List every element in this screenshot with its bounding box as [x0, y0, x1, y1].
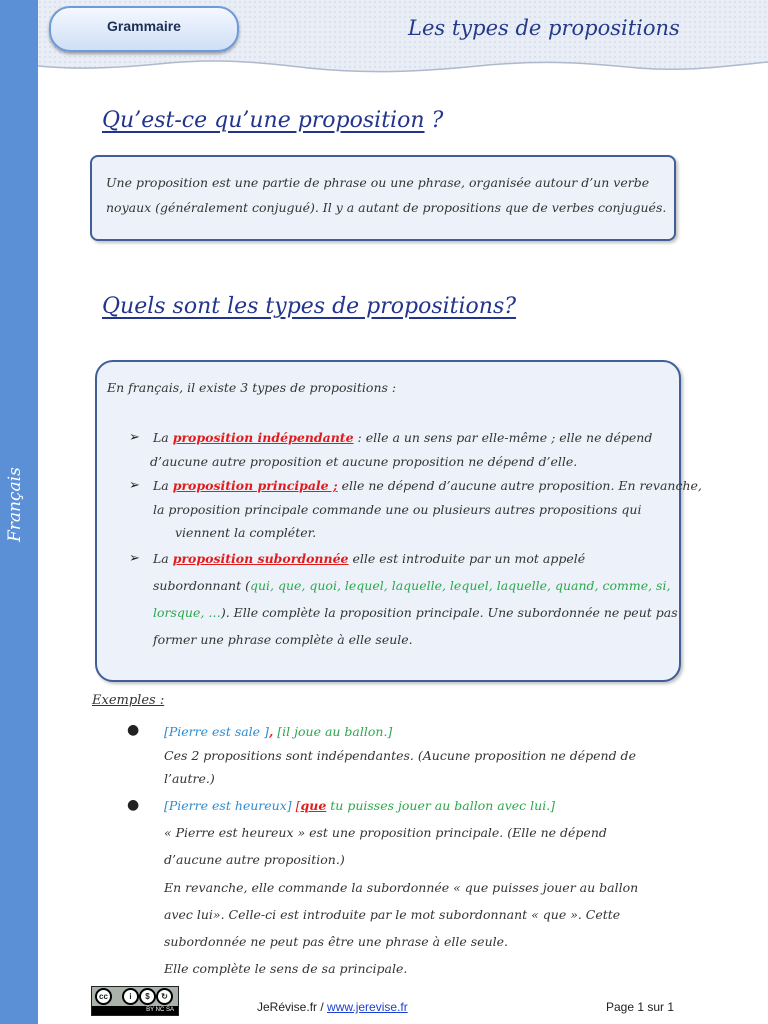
- header: [38, 0, 768, 78]
- cc-icon: cc: [95, 988, 112, 1005]
- term-independante: proposition indépendante: [172, 430, 354, 445]
- item-prefix: La: [153, 430, 173, 445]
- bullet-icon: ●: [127, 797, 140, 813]
- subordonnants-list: qui, que, quoi, lequel, laquelle, lequel, laquelle, quand, comme, si,: [249, 578, 671, 593]
- example-1-line3: l’autre.): [164, 771, 215, 786]
- types-intro: En français, il existe 3 types de propositions :: [107, 380, 397, 395]
- section1-heading: [102, 108, 443, 133]
- arrow-icon: ➢: [129, 551, 140, 566]
- footer-site: [257, 1000, 408, 1014]
- section2-heading: [102, 294, 516, 319]
- person-icon: i: [122, 988, 139, 1005]
- definition-box: [90, 155, 676, 241]
- example-2-line: subordonnée ne peut pas être une phrase à elle seule.: [164, 934, 509, 949]
- category-badge: [49, 6, 239, 52]
- footer-link[interactable]: www.jerevise.fr: [327, 1000, 408, 1014]
- category-badge-label: Grammaire: [107, 18, 181, 34]
- page-title: Les types de propositions: [408, 16, 680, 40]
- item-text: subordonnant (: [153, 578, 250, 593]
- item-text: elle est introduite par un mot appelé: [348, 551, 586, 566]
- example-1-separator: ,: [268, 724, 274, 739]
- item-text: d’aucune autre proposition et aucune proposition ne dépend d’elle.: [150, 453, 578, 469]
- subordonnants-list-end: lorsque, …: [153, 605, 221, 620]
- sharealike-icon: ↻: [156, 988, 173, 1005]
- example-2-line: En revanche, elle commande la subordonnée « que puisses jouer au ballon: [164, 880, 639, 895]
- example-1-sentence: [164, 720, 392, 744]
- section1-heading-mark: ?: [424, 108, 444, 133]
- definition-line-1: Une proposition est une partie de phrase ou une phrase, organisée autour d’un verbe: [106, 175, 650, 190]
- example-1-line2: Ces 2 propositions sont indépendantes. (Aucune proposition ne dépend de: [164, 748, 636, 763]
- example-2-bracket: [: [291, 798, 301, 813]
- item-text: : elle a un sens par elle-même ; elle ne dépend: [353, 430, 653, 445]
- type-item-subordonnee: [129, 545, 678, 653]
- arrow-icon: ➢: [129, 478, 140, 493]
- example-2-line: d’aucune autre proposition.): [164, 852, 345, 867]
- item-text: viennent la compléter.: [175, 525, 317, 540]
- term-subordonnee: proposition subordonnée: [172, 551, 349, 566]
- item-text: elle ne dépend d’aucune autre proposition. En revanche,: [337, 478, 702, 493]
- term-principale: proposition principale ;: [172, 478, 338, 493]
- item-text: la proposition principale commande une ou plusieurs autres propositions qui: [153, 501, 642, 517]
- noncommercial-icon: $: [139, 988, 156, 1005]
- section1-heading-text: Qu’est-ce qu’une proposition: [102, 108, 425, 133]
- sidebar: [0, 0, 38, 1024]
- example-2-line: Elle complète le sens de sa principale.: [164, 961, 408, 976]
- sidebar-label: Français: [5, 467, 25, 543]
- footer-page-number: Page 1 sur 1: [606, 1000, 675, 1014]
- item-text: ). Elle complète la proposition principale. Une subordonnée ne peut pas: [220, 605, 678, 620]
- bullet-icon: ●: [127, 722, 140, 738]
- item-prefix: La: [153, 478, 173, 493]
- footer-site-name: JeRévise.fr /: [257, 1000, 324, 1014]
- creative-commons-badge: [91, 986, 179, 1016]
- section2-heading-text: Quels sont les types de propositions?: [102, 294, 517, 319]
- example-1-part2: [il joue au ballon.]: [273, 724, 393, 739]
- example-2-que: que: [300, 798, 327, 813]
- definition-line-2: noyaux (généralement conjugué). Il y a autant de propositions que de verbes conjugués.: [106, 200, 667, 215]
- example-1-part1: [Pierre est sale ]: [164, 724, 269, 739]
- example-2-line: « Pierre est heureux » est une proposition principale. (Elle ne dépend: [164, 825, 607, 840]
- type-item-independante: [129, 426, 653, 473]
- example-2-part2: tu puisses jouer au ballon avec lui.]: [326, 798, 556, 813]
- item-text: former une phrase complète à elle seule.: [153, 632, 413, 647]
- example-2-part1: [Pierre est heureux]: [164, 798, 292, 813]
- cc-text: BY NC SA: [92, 1006, 178, 1015]
- example-2-sentence: [164, 794, 555, 818]
- examples-title: Exemples :: [92, 693, 165, 708]
- example-2-line: avec lui». Celle-ci est introduite par le mot subordonnant « que ». Cette: [164, 907, 621, 922]
- type-item-principale: [129, 474, 702, 545]
- arrow-icon: ➢: [129, 430, 140, 445]
- item-prefix: La: [153, 551, 173, 566]
